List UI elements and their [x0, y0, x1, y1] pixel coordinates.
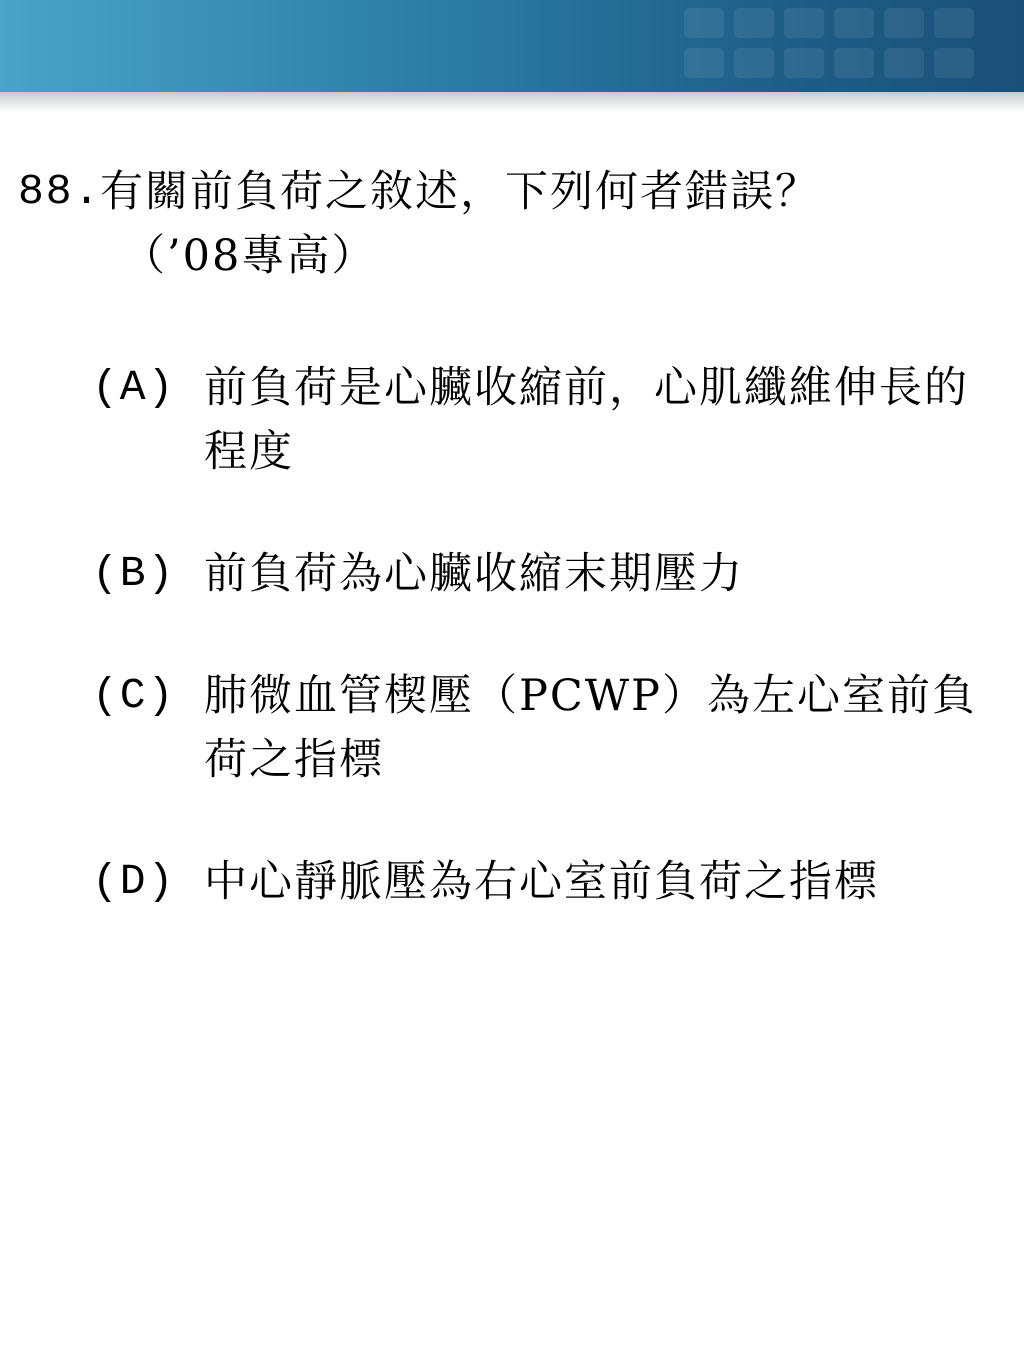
question-source: （’08專高）: [122, 231, 377, 281]
option-b-letter: (B): [92, 549, 176, 598]
option-c: [92, 664, 1008, 792]
option-a-letter: (A): [92, 363, 176, 412]
slide-header-band: [0, 0, 1024, 92]
header-decoration: [664, 0, 1024, 92]
question-number: 88.: [18, 167, 102, 216]
option-d: [92, 850, 1008, 914]
question-text: 有關前負荷之敘述，下列何者錯誤？: [100, 167, 820, 217]
option-a: [92, 356, 1008, 484]
question-body: [100, 160, 1008, 288]
header-shadow: [0, 92, 1024, 112]
option-c-letter: (C): [92, 671, 176, 720]
slide-content: [18, 160, 1008, 914]
question: [18, 160, 1008, 288]
option-c-text: 肺微血管楔壓（PCWP）為左心室前負荷之指標: [204, 671, 977, 785]
option-d-letter: (D): [92, 857, 176, 906]
option-b-text: 前負荷為心臟收縮末期壓力: [204, 549, 744, 599]
option-b: [92, 542, 1008, 606]
option-d-text: 中心靜脈壓為右心室前負荷之指標: [204, 857, 879, 907]
option-a-text: 前負荷是心臟收縮前，心肌纖維伸長的程度: [204, 363, 969, 477]
